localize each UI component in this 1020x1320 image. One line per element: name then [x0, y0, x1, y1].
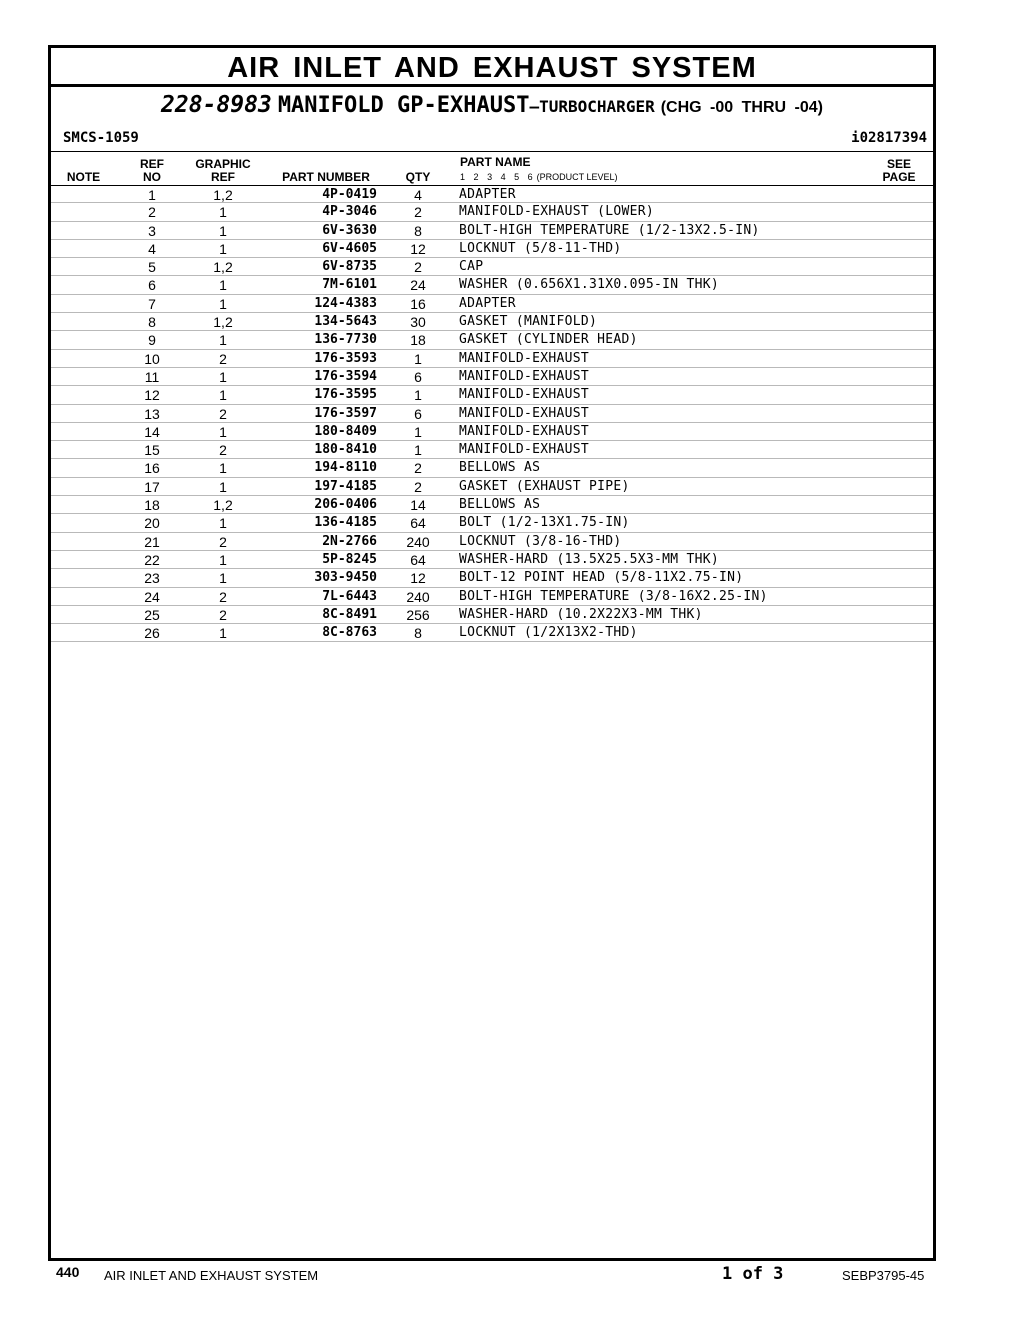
part-name-cell: GASKET (EXHAUST PIPE): [459, 478, 630, 494]
part-name-cell: BOLT-HIGH TEMPERATURE (3/8-16X2.25-IN): [459, 588, 768, 604]
ref-no-cell: 6: [148, 277, 156, 294]
table-row: [51, 606, 933, 624]
table-row: [51, 295, 933, 313]
part-number-cell: 6V-3630: [322, 222, 377, 238]
qty-cell: 8: [414, 625, 422, 642]
col-part-number-header: PART NUMBER: [282, 170, 370, 184]
part-number-cell: 303-9450: [314, 570, 377, 586]
part-name-cell: WASHER (0.656X1.31X0.095-IN THK): [459, 277, 720, 293]
qty-cell: 2: [414, 478, 422, 495]
ref-no-cell: 25: [144, 606, 160, 623]
part-number-cell: 136-7730: [314, 332, 377, 348]
parts-table: [51, 185, 933, 642]
graphic-ref-cell: 1: [219, 625, 227, 642]
footer-page-of: 1 of 3: [722, 1264, 784, 1284]
qty-cell: 2: [414, 259, 422, 276]
part-name-cell: BOLT-HIGH TEMPERATURE (1/2-13X2.5-IN): [459, 222, 760, 238]
part-name-cell: GASKET (MANIFOLD): [459, 314, 598, 330]
graphic-ref-cell: 1: [219, 478, 227, 495]
graphic-ref-cell: 2: [219, 350, 227, 367]
part-name-cell: WASHER-HARD (10.2X22X3-MM THK): [459, 606, 703, 622]
qty-cell: 8: [414, 222, 422, 239]
graphic-ref-cell: 1: [219, 295, 227, 312]
ref-no-cell: 1: [148, 187, 156, 203]
ref-no-cell: 11: [144, 368, 160, 385]
qty-cell: 1: [414, 387, 422, 404]
table-row: [51, 368, 933, 386]
col-graphic-header: GRAPHIC REF: [195, 157, 251, 184]
graphic-ref-cell: 1: [219, 387, 227, 404]
graphic-ref-cell: 2: [219, 588, 227, 605]
table-row: [51, 459, 933, 477]
graphic-ref-cell: 1: [219, 204, 227, 221]
ref-no-cell: 8: [148, 314, 156, 331]
qty-cell: 16: [410, 295, 426, 312]
table-row: [51, 240, 933, 258]
part-name-cell: LOCKNUT (3/8-16-THD): [459, 533, 622, 549]
footer-section: AIR INLET AND EXHAUST SYSTEM: [104, 1268, 319, 1283]
ref-no-cell: 9: [148, 332, 156, 349]
col-part-name-header: PART NAME: [460, 155, 531, 169]
part-number-cell: 2N-2766: [322, 533, 377, 549]
part-name-cell: MANIFOLD-EXHAUST: [459, 423, 590, 439]
footer-page-number: 440: [56, 1264, 80, 1280]
graphic-ref-cell: 2: [219, 606, 227, 623]
part-number-cell: 7L-6443: [322, 588, 377, 604]
part-number-cell: 6V-4605: [322, 240, 377, 256]
qty-cell: 4: [414, 187, 422, 203]
part-number-cell: 180-8409: [314, 423, 377, 439]
table-row: [51, 258, 933, 276]
table-row: [51, 514, 933, 532]
ref-no-cell: 20: [144, 515, 160, 532]
part-name-cell: MANIFOLD-EXHAUST: [459, 387, 590, 403]
table-row: [51, 551, 933, 569]
table-row: [51, 569, 933, 587]
smcs-code: SMCS-1059: [63, 130, 139, 146]
part-name-cell: MANIFOLD-EXHAUST: [459, 368, 590, 384]
ref-no-cell: 26: [144, 625, 160, 642]
qty-cell: 1: [414, 442, 422, 459]
table-row: [51, 185, 933, 203]
graphic-ref-cell: 1,2: [213, 497, 233, 514]
qty-cell: 6: [414, 368, 422, 385]
group-name: MANIFOLD GP-EXHAUST: [277, 93, 530, 118]
ref-no-cell: 24: [144, 588, 160, 605]
qty-cell: 256: [406, 606, 430, 623]
page-title: AIR INLET AND EXHAUST SYSTEM: [51, 48, 933, 87]
ref-no-cell: 15: [144, 442, 160, 459]
parts-page-frame: [48, 45, 936, 1261]
table-row: [51, 313, 933, 331]
ref-no-cell: 22: [144, 551, 160, 568]
table-row: [51, 496, 933, 514]
qty-cell: 2: [414, 460, 422, 477]
table-row: [51, 624, 933, 642]
ref-no-cell: 10: [144, 350, 160, 367]
part-number-cell: 6V-8735: [322, 259, 377, 275]
table-row: [51, 423, 933, 441]
part-name-cell: GASKET (CYLINDER HEAD): [459, 332, 638, 348]
ref-no-cell: 18: [144, 497, 160, 514]
part-name-cell: CAP: [459, 259, 484, 275]
col-ref-header: REF NO: [140, 157, 164, 184]
part-number-cell: 176-3593: [314, 350, 377, 366]
table-row: [51, 533, 933, 551]
qty-cell: 64: [410, 515, 426, 532]
ref-no-cell: 16: [144, 460, 160, 477]
table-row: [51, 203, 933, 221]
table-row: [51, 276, 933, 294]
graphic-ref-cell: 1: [219, 551, 227, 568]
graphic-ref-cell: 1: [219, 240, 227, 257]
graphic-ref-cell: 1: [219, 460, 227, 477]
part-number-cell: 124-4383: [314, 295, 377, 311]
part-number-cell: 206-0406: [314, 497, 377, 513]
part-number-cell: 176-3595: [314, 387, 377, 403]
footer-doc-number: SEBP3795-45: [842, 1268, 925, 1283]
ref-no-cell: 12: [144, 387, 160, 404]
qty-cell: 64: [410, 551, 426, 568]
table-row: [51, 386, 933, 404]
ref-no-cell: 3: [148, 222, 156, 239]
part-name-cell: BOLT (1/2-13X1.75-IN): [459, 515, 630, 531]
part-number-cell: 197-4185: [314, 478, 377, 494]
ref-no-cell: 23: [144, 570, 160, 587]
ref-no-cell: 2: [148, 204, 156, 221]
group-number: 228-8983: [161, 92, 272, 118]
graphic-ref-cell: 1,2: [213, 259, 233, 276]
part-number-cell: 194-8110: [314, 460, 377, 476]
part-number-cell: 180-8410: [314, 442, 377, 458]
ref-no-cell: 5: [148, 259, 156, 276]
qty-cell: 12: [410, 240, 426, 257]
part-name-cell: MANIFOLD-EXHAUST: [459, 405, 590, 421]
graphic-ref-cell: 2: [219, 533, 227, 550]
qty-cell: 30: [410, 314, 426, 331]
qty-cell: 6: [414, 405, 422, 422]
qty-cell: 2: [414, 204, 422, 221]
table-row: [51, 405, 933, 423]
col-note-header: NOTE: [66, 170, 101, 184]
change-range: (CHG -00 THRU -04): [660, 99, 823, 116]
graphic-ref-cell: 1,2: [213, 187, 233, 203]
qty-cell: 1: [414, 423, 422, 440]
col-see-page-header: SEE PAGE: [882, 157, 916, 184]
part-name-cell: LOCKNUT (5/8-11-THD): [459, 240, 622, 256]
product-level-scale: 1 2 3 4 5 6 (PRODUCT LEVEL): [460, 172, 618, 182]
part-name-cell: BELLOWS AS: [459, 460, 541, 476]
table-row: [51, 331, 933, 349]
header-divider: [51, 151, 933, 152]
ref-no-cell: 13: [144, 405, 160, 422]
part-number-cell: 4P-3046: [322, 204, 377, 220]
table-row: [51, 478, 933, 496]
table-row: [51, 588, 933, 606]
part-number-cell: 7M-6101: [322, 277, 377, 293]
graphic-ref-cell: 1: [219, 222, 227, 239]
table-row: [51, 350, 933, 368]
graphic-ref-cell: 1: [219, 368, 227, 385]
graphic-ref-cell: 2: [219, 442, 227, 459]
part-name-cell: BELLOWS AS: [459, 497, 541, 513]
table-row: [51, 222, 933, 240]
part-number-cell: 4P-0419: [322, 187, 377, 202]
part-number-cell: 176-3597: [314, 405, 377, 421]
part-name-cell: MANIFOLD-EXHAUST: [459, 350, 590, 366]
graphic-ref-cell: 1: [219, 277, 227, 294]
qty-cell: 1: [414, 350, 422, 367]
qty-cell: 18: [410, 332, 426, 349]
ref-no-cell: 7: [148, 295, 156, 312]
part-name-cell: WASHER-HARD (13.5X25.5X3-MM THK): [459, 551, 720, 567]
part-name-cell: ADAPTER: [459, 295, 516, 311]
graphic-ref-cell: 1: [219, 332, 227, 349]
col-qty-header: QTY: [405, 170, 431, 184]
part-number-cell: 8C-8491: [322, 606, 377, 622]
group-subname: —TURBOCHARGER: [529, 97, 655, 116]
ref-no-cell: 21: [144, 533, 160, 550]
ref-no-cell: 14: [144, 423, 160, 440]
part-name-cell: ADAPTER: [459, 187, 516, 202]
qty-cell: 240: [406, 533, 430, 550]
graphic-ref-cell: 2: [219, 405, 227, 422]
part-name-cell: LOCKNUT (1/2X13X2-THD): [459, 625, 638, 641]
qty-cell: 240: [406, 588, 430, 605]
part-name-cell: MANIFOLD-EXHAUST (LOWER): [459, 204, 655, 220]
part-name-cell: MANIFOLD-EXHAUST: [459, 442, 590, 458]
part-number-cell: 5P-8245: [322, 551, 377, 567]
ref-no-cell: 4: [148, 240, 156, 257]
part-number-cell: 176-3594: [314, 368, 377, 384]
graphic-ref-cell: 1: [219, 515, 227, 532]
part-number-cell: 8C-8763: [322, 625, 377, 641]
table-row: [51, 441, 933, 459]
document-id: i02817394: [851, 130, 927, 146]
qty-cell: 14: [410, 497, 426, 514]
ref-no-cell: 17: [144, 478, 160, 495]
graphic-ref-cell: 1: [219, 423, 227, 440]
group-heading: [51, 92, 933, 122]
part-number-cell: 134-5643: [314, 314, 377, 330]
graphic-ref-cell: 1,2: [213, 314, 233, 331]
part-number-cell: 136-4185: [314, 515, 377, 531]
graphic-ref-cell: 1: [219, 570, 227, 587]
qty-cell: 24: [410, 277, 426, 294]
part-name-cell: BOLT-12 POINT HEAD (5/8-11X2.75-IN): [459, 570, 744, 586]
qty-cell: 12: [410, 570, 426, 587]
